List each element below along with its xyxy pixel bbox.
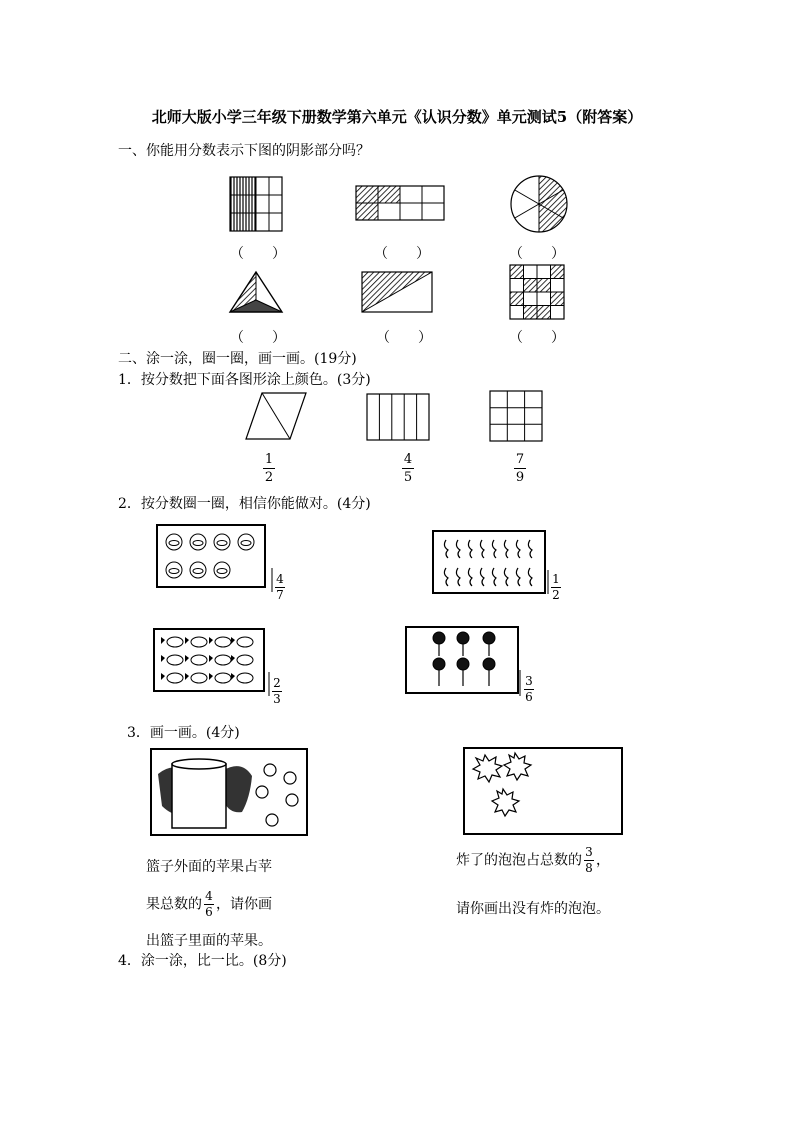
- q3-label: 3．画一画。(4分): [127, 725, 240, 741]
- q1-fraction-1: 1 2: [264, 452, 274, 485]
- figure-checker-grid: [510, 265, 564, 319]
- answer-blank-4[interactable]: （ ）: [230, 330, 286, 346]
- figure-triangle: [228, 270, 284, 314]
- figure-grid-2x3: [230, 177, 282, 231]
- q3-right-line-1: 炸了的泡泡占总数的 $\frac{3}{8}$ ，: [456, 845, 610, 875]
- q2-fraction-4: 3 6: [525, 674, 533, 704]
- answer-blank-6[interactable]: （ ）: [509, 330, 565, 346]
- q2-box-faces[interactable]: [156, 524, 268, 590]
- q1-fraction-2: 4 5: [403, 452, 413, 485]
- q2-fraction-2: 1 2: [552, 572, 560, 602]
- answer-blank-3[interactable]: （ ）: [509, 246, 565, 262]
- shape-parallelogram[interactable]: [246, 391, 308, 441]
- shape-nine-grid[interactable]: [490, 391, 544, 443]
- answer-blank-2[interactable]: （ ）: [374, 246, 430, 262]
- page-title: 北师大版小学三年级下册数学第六单元《认识分数》单元测试5（附答案）: [151, 108, 643, 126]
- section1-heading: 一、你能用分数表示下图的阴影部分吗？: [118, 143, 370, 159]
- q1-fraction-3: 7 9: [515, 452, 525, 485]
- q3-left-line-1: 篮子外面的苹果占苹: [146, 859, 272, 875]
- q2-box-fish[interactable]: [153, 628, 267, 694]
- q2-box-fraction-line-1: [270, 568, 274, 592]
- figure-rect-diagonal: [362, 272, 434, 314]
- q2-label: 2．按分数圈一圈，相信你能做对。(4分): [118, 496, 371, 512]
- q3-basket-apples-box[interactable]: [150, 748, 310, 838]
- q2-box-fraction-line-4: [518, 670, 522, 696]
- q2-box-fraction-line-2: [546, 570, 550, 594]
- answer-blank-5[interactable]: （ ）: [376, 330, 432, 346]
- q3-bubbles-box[interactable]: [463, 747, 625, 837]
- q2-box-fraction-line-3: [267, 672, 271, 696]
- answer-blank-1[interactable]: （ ）: [230, 246, 286, 262]
- section2-heading: 二、涂一涂，圈一圈，画一画。(19分): [118, 351, 357, 367]
- q2-box-feathers[interactable]: [432, 530, 548, 596]
- q2-fraction-3: 2 3: [273, 676, 281, 706]
- q3-left-line-2: 果总数的 $\frac{4}{6}$ ，请你画: [146, 889, 272, 919]
- q3-right-line-2: 请你画出没有炸的泡泡。: [456, 901, 610, 917]
- figure-grid-4x2: [356, 186, 444, 220]
- shape-five-strips[interactable]: [367, 394, 431, 442]
- q2-box-flowers[interactable]: [405, 626, 521, 696]
- q3-left-line-3: 出篮子里面的苹果。: [146, 933, 272, 949]
- q1-label: 1．按分数把下面各图形涂上颜色。(3分): [118, 372, 371, 388]
- q2-fraction-1: 4 7: [276, 572, 284, 602]
- figure-circle-sectors: [509, 174, 569, 234]
- q4-label: 4．涂一涂，比一比。(8分): [118, 953, 287, 969]
